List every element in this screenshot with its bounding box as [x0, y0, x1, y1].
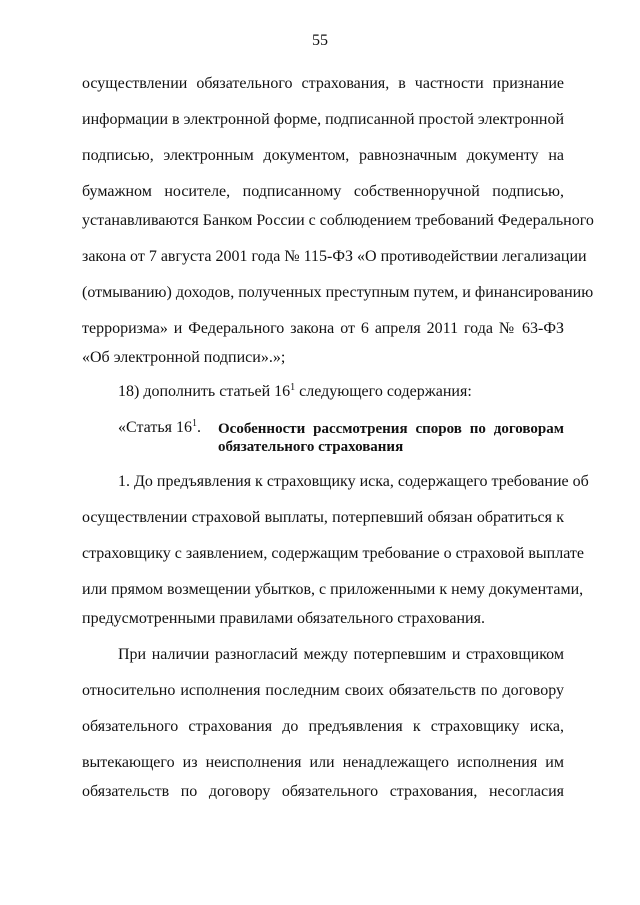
item-18 [118, 382, 564, 402]
item-18-prefix: 18) дополнить статьей 16 [118, 383, 291, 400]
text-line: или прямом возмещении убытков, с приложенными к нему документами, [82, 581, 584, 598]
article-label-suffix: . [196, 419, 201, 436]
article-label [118, 418, 201, 438]
text-line: подписью, электронным документом, равнозначным документу на [82, 147, 564, 164]
text-line: обязательств по договору обязательного страхования, несогласия [82, 783, 564, 800]
text-line: устанавливаются Банком России с соблюдением требований Федерального [82, 212, 594, 229]
text-line: (отмыванию) доходов, полученных преступным путем, и финансированию [82, 284, 594, 301]
text-line: закона от 7 августа 2001 года № 115-ФЗ «О противодействии легализации [82, 248, 587, 265]
item-18-suffix: следующего содержания: [295, 383, 472, 400]
text-line: бумажном носителе, подписанному собственноручной подписью, [82, 183, 564, 200]
page-number: 55 [312, 32, 328, 49]
text-line: страховщику с заявлением, содержащим требование о страховой выплате [82, 545, 584, 562]
text-line: терроризма» и Федерального закона от 6 апреля 2011 года № 63-ФЗ [82, 320, 564, 337]
text-line: осуществлении страховой выплаты, потерпевший обязан обратиться к [82, 509, 564, 526]
text-line: вытекающего из неисполнения или ненадлежащего исполнения им [82, 754, 564, 771]
text-line: обязательного страхования до предъявления к страховщику иска, [82, 718, 564, 735]
article-label-superscript: 1 [191, 418, 197, 429]
text-line: 1. До предъявления к страховщику иска, содержащего требование об [118, 473, 589, 490]
item-18-superscript: 1 [290, 382, 296, 393]
article-title-line-2: обязательного страхования [218, 439, 404, 455]
text-line: «Об электронной подписи».»; [82, 349, 286, 366]
text-line: При наличии разногласий между потерпевшим и страховщиком [118, 646, 564, 663]
article-title-line-1: Особенности рассмотрения споров по договорам [218, 421, 564, 437]
text-line: относительно исполнения последним своих обязательств по договору [82, 682, 564, 699]
article-label-prefix: «Статья 16 [118, 419, 192, 436]
text-line: осуществлении обязательного страхования, в частности признание [82, 75, 564, 92]
text-line: предусмотренными правилами обязательного страхования. [82, 610, 485, 627]
text-line: информации в электронной форме, подписанной простой электронной [82, 111, 565, 128]
